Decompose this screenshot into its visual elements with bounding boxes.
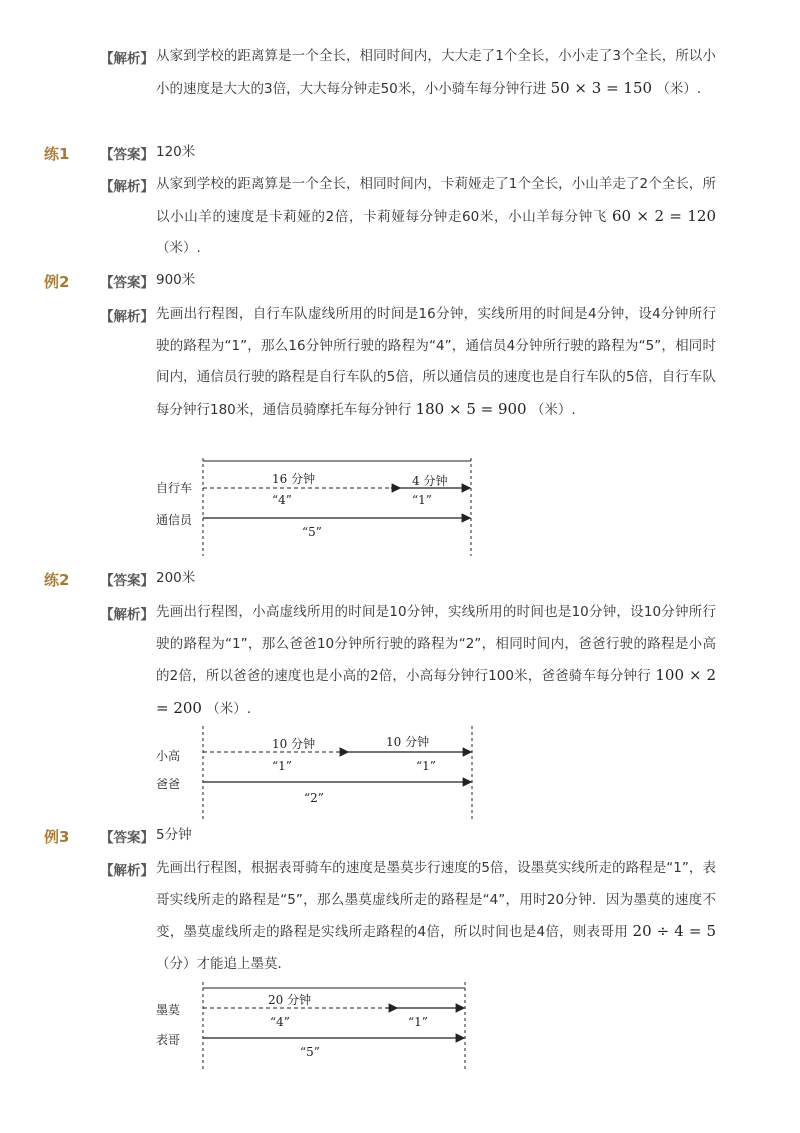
answer-value: 900米	[156, 272, 196, 288]
math-unit: （米）.	[656, 80, 702, 97]
analysis-tag: 【解析】	[100, 51, 154, 67]
seg1-time-label: 16 分钟	[272, 472, 316, 486]
row1-label: 自行车	[156, 481, 193, 495]
analysis-text	[156, 597, 716, 725]
exercise-marker-lian1: 练1	[44, 145, 70, 163]
row2-ratio-label: “5”	[302, 525, 322, 539]
answer-tag: 【答案】	[100, 275, 154, 291]
analysis-text	[156, 299, 716, 426]
analysis-tag: 【解析】	[100, 607, 154, 623]
seg1-time-label: 20 分钟	[268, 993, 312, 1007]
analysis-block-li2	[100, 299, 716, 426]
answer-row-li2	[100, 271, 716, 289]
seg2-ratio-label: “1”	[416, 759, 436, 773]
analysis-text	[156, 853, 716, 980]
row2-label: 通信员	[156, 513, 193, 527]
row2-label: 爸爸	[156, 777, 181, 791]
seg2-time-label: 10 分钟	[386, 735, 430, 749]
math-unit: （米）.	[206, 700, 252, 717]
answer-value: 200米	[156, 570, 196, 586]
answer-row-lian1	[100, 143, 716, 161]
math-unit: （米）.	[530, 401, 576, 418]
answer-value: 120米	[156, 144, 196, 160]
exercise-marker-lian2: 练2	[44, 571, 70, 589]
seg1-ratio-label: “4”	[272, 493, 292, 507]
analysis-body: 从家到学校的距离算是一个全长，相同时间内，卡莉娅走了1个全长，小山羊走了2个全长，所以小山羊的速度是卡莉娅的2倍，卡莉娅每分钟走60米，小山羊每分钟飞	[156, 176, 716, 225]
math-unit: （分）才能追上墨莫．	[156, 955, 291, 972]
answer-tag: 【答案】	[100, 147, 154, 163]
math-unit: （米）.	[156, 240, 201, 256]
analysis-text	[156, 169, 716, 265]
analysis-tag: 【解析】	[100, 179, 154, 195]
seg2-ratio-label: “1”	[408, 1015, 428, 1029]
example-marker-li2: 例2	[44, 273, 70, 291]
seg1-time-label: 10 分钟	[272, 737, 316, 751]
seg1-ratio-label: “4”	[270, 1015, 290, 1029]
answer-value: 5分钟	[156, 827, 192, 843]
seg2-time-label: 4 分钟	[412, 474, 448, 488]
travel-diagram-lian2	[150, 724, 490, 824]
analysis-body: 先画出行程图，自行车队虚线所用的时间是16分钟，实线所用的时间是4分钟，设4分钟所行驶的路程为“1”，那么16分钟所行驶的路程为“4”，通信员4分钟所行驶的路程为“5”，相同时间内，通信员行驶的路程是自行车队的5倍，所以通信员的速度也是自行车队的5倍，自行车队每分钟行180米，通信员骑摩托车每分钟行	[156, 306, 716, 418]
analysis-text	[156, 41, 716, 105]
math-expression: 180 × 5 = 900	[415, 399, 527, 418]
answer-row-lian2	[100, 569, 716, 587]
analysis-block-1	[100, 41, 716, 105]
seg2-ratio-label: “1”	[412, 493, 432, 507]
row1-label: 墨莫	[156, 1003, 181, 1017]
answer-row-li3	[100, 826, 716, 844]
row1-label: 小高	[156, 749, 181, 763]
analysis-block-li3	[100, 853, 716, 980]
travel-diagram-li2	[150, 456, 490, 562]
math-expression: 100 × 2 = 200	[156, 666, 717, 717]
analysis-block-lian2	[100, 597, 716, 725]
analysis-block-lian1	[100, 169, 716, 265]
row2-ratio-label: “5”	[300, 1045, 320, 1059]
analysis-tag: 【解析】	[100, 309, 154, 325]
math-expression: 20 ÷ 4 = 5	[632, 922, 716, 940]
example-marker-li3: 例3	[44, 828, 70, 846]
analysis-tag: 【解析】	[100, 863, 154, 879]
analysis-body: 从家到学校的距离算是一个全长，相同时间内，大大走了1个全长，小小走了3个全长，所以小小的速度是大大的3倍，大大每分钟走50米，小小骑车每分钟行进	[156, 48, 716, 97]
analysis-body: 先画出行程图，根据表哥骑车的速度是墨莫步行速度的5倍，设墨莫实线所走的路程是“1”，表哥实线所走的路程是“5”，那么墨莫虚线所走的路程是“4”，用时20分钟．因为墨莫的速度不变，墨莫虚线所走的路程是实线所走路程的4倍，所以时间也是4倍，则表哥用	[156, 860, 716, 940]
row2-ratio-label: “2”	[304, 791, 324, 805]
answer-tag: 【答案】	[100, 830, 154, 846]
analysis-body: 先画出行程图，小高虚线所用的时间是10分钟，实线所用的时间也是10分钟，设10分钟所行驶的路程为“1”，那么爸爸10分钟所行驶的路程为“2”，相同时间内，爸爸行驶的路程是小高的2倍，所以爸爸的速度也是小高的2倍，小高每分钟行100米，爸爸骑车每分钟行	[156, 604, 716, 684]
seg1-ratio-label: “1”	[272, 759, 292, 773]
row2-label: 表哥	[156, 1033, 181, 1047]
answer-tag: 【答案】	[100, 573, 154, 589]
math-expression: 60 × 2 = 120	[611, 206, 716, 225]
travel-diagram-li3	[150, 980, 480, 1076]
math-expression: 50 × 3 = 150	[550, 78, 653, 97]
